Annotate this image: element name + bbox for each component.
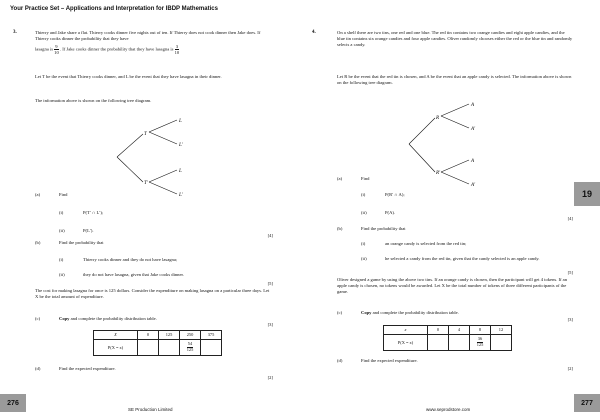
table-cell: 4 — [449, 326, 470, 335]
question-4 — [312, 30, 573, 380]
page-number-left: 276 — [0, 394, 26, 412]
part-c-label: (c) — [35, 316, 41, 321]
part-a-ii-label: (ii) — [59, 228, 65, 233]
table-header: P(X = x) — [384, 335, 428, 351]
part-a-ii-text: P(L′). — [83, 228, 94, 233]
table-cell: $\frac{36}{125}$ — [470, 335, 491, 351]
tree-node-label: A′ — [471, 127, 476, 132]
marks: [2] — [267, 375, 273, 380]
question-number: 4. — [312, 30, 316, 35]
table-cell — [428, 335, 449, 351]
table-header: x — [384, 326, 428, 335]
cost-text: The cost for making lasagna for once is 125 dollars. Consider the expenditure on making lasagna on a particular three days. Let X be the total amount of expenditure. — [35, 288, 270, 300]
event-definition: Let T be the event that Thierry cooks dinner, and L be the event that they have lasagna in their dinner. — [35, 74, 222, 79]
tree-node-label: R′ — [436, 171, 441, 176]
part-a-label: (a) — [35, 192, 41, 197]
game-text: Oliver designed a game by using the above two tins. If an orange candy is chosen, then the participant will get 4 tokens. If an apple candy is chosen, no tokens would be awarded. Let X be the total number of tokens of three different participants of the game. — [337, 277, 568, 295]
tree-diagram — [115, 110, 225, 205]
part-b-ii-text: he selected a candy from the red tin, given that the candy selected is an apple candy. — [385, 256, 540, 261]
tree-node-label: T — [144, 132, 147, 137]
diagram-caption: The information above is shown on the following tree diagram. — [35, 98, 152, 103]
table-cell: 125 — [159, 331, 180, 340]
part-c-text: Copy and complete the probability distribution table. — [59, 316, 157, 321]
part-a-i-label: (i) — [361, 192, 366, 197]
publisher-website: www.seprodstore.com — [426, 407, 471, 412]
table-cell — [491, 335, 512, 351]
intro-text: Thierry and Jake share a flat. Thierry cooks dinner five nights out of ten. If Thierry does not cook dinner then Jake does. If Thierry cooks dinner the probability that they have — [35, 30, 261, 42]
part-b-text: Find the probability that — [361, 226, 406, 231]
part-d-text: Find the expected expenditure. — [361, 358, 418, 363]
part-b-i-text: Thierry cooks dinner and they do not have lasagna; — [83, 257, 178, 262]
part-a-label: (a) — [337, 176, 343, 181]
part-a-ii-text: P(A). — [385, 210, 396, 215]
table-cell: $\frac{54}{125}$ — [180, 340, 201, 356]
table-cell — [159, 340, 180, 356]
tree-node-label: L — [179, 119, 182, 124]
part-b-ii-text: they do not have lasagna, given that Jake cooks dinner. — [83, 272, 184, 277]
marks: [4] — [567, 216, 573, 221]
part-a-i-text: P(T′ ∩ L′); — [83, 210, 104, 215]
probability-table — [93, 330, 222, 356]
marks: [5] — [567, 270, 573, 275]
part-b-i-text: an orange candy is selected from the red tin; — [385, 241, 467, 246]
table-cell: 12 — [491, 326, 512, 335]
part-c-text: Copy and complete the probability distribution table. — [361, 310, 459, 315]
tree-diagram — [407, 96, 517, 188]
table-header: P(X = x) — [94, 340, 138, 356]
part-a-text: Find — [361, 176, 370, 181]
tree-node-label: A — [471, 103, 475, 108]
intro-text: On a shelf there are two tins, one red and one blue. The red tin contains two orange candies and eight apple candies, and the blue tin contains six orange candies and four apple candies. Oliver randomly chooses either the red or the blue tin and randomly selects a candy. — [337, 30, 573, 48]
part-b-i-label: (i) — [59, 257, 64, 262]
table-cell: 0 — [428, 326, 449, 335]
part-b-label: (b) — [337, 226, 343, 231]
tree-node-label: T′ — [144, 181, 148, 186]
part-d-label: (d) — [337, 358, 343, 363]
table-header: X — [94, 331, 138, 340]
tree-node-label: R — [436, 116, 440, 121]
tree-node-label: A′ — [471, 183, 476, 188]
intro-text-line: lasagna is $\frac{9}{10}$ . If Jake cooks dinner the probability that they have lasagna is $\frac{3}{10}$ — [35, 44, 180, 56]
tree-node-label: L — [179, 169, 182, 174]
part-a-text: Find — [59, 192, 68, 197]
chapter-tab: 19 — [574, 182, 600, 206]
part-b-ii-label: (ii) — [59, 272, 65, 277]
part-a-ii-label: (ii) — [361, 210, 367, 215]
part-b-text: Find the probability that — [59, 240, 104, 245]
event-definition: Let R be the event that the red tin is chosen, and A be the event that an apple candy is selected. The information above is shown on the following tree diagram. — [337, 74, 572, 86]
marks: [3] — [267, 322, 273, 327]
page-number-right: 277 — [574, 394, 600, 412]
part-d-label: (d) — [35, 366, 41, 371]
part-b-ii-label: (ii) — [361, 256, 367, 261]
tree-node-label: L′ — [179, 143, 183, 148]
question-3 — [13, 30, 273, 390]
tree-node-label: A — [471, 159, 475, 164]
table-cell: 375 — [201, 331, 222, 340]
table-cell — [449, 335, 470, 351]
part-b-label: (b) — [35, 240, 41, 245]
table-cell: 8 — [470, 326, 491, 335]
question-number: 3. — [13, 30, 17, 35]
table-cell: 0 — [138, 331, 159, 340]
publisher-name: SE Production Limited — [128, 407, 173, 412]
table-cell — [138, 340, 159, 356]
part-b-i-label: (i) — [361, 241, 366, 246]
probability-table — [383, 325, 512, 351]
part-a-i-text: P(R′ ∩ A); — [385, 192, 405, 197]
marks: [4] — [267, 233, 273, 238]
marks: [5] — [267, 281, 273, 286]
book-header: Your Practice Set – Applications and Interpretation for IBDP Mathematics — [10, 6, 218, 12]
table-cell: 250 — [180, 331, 201, 340]
marks: [3] — [567, 317, 573, 322]
tree-node-label: L′ — [179, 193, 183, 198]
part-a-i-label: (i) — [59, 210, 64, 215]
marks: [2] — [567, 366, 573, 371]
part-d-text: Find the expected expenditure. — [59, 366, 116, 371]
part-c-label: (c) — [337, 310, 343, 315]
table-cell — [201, 340, 222, 356]
